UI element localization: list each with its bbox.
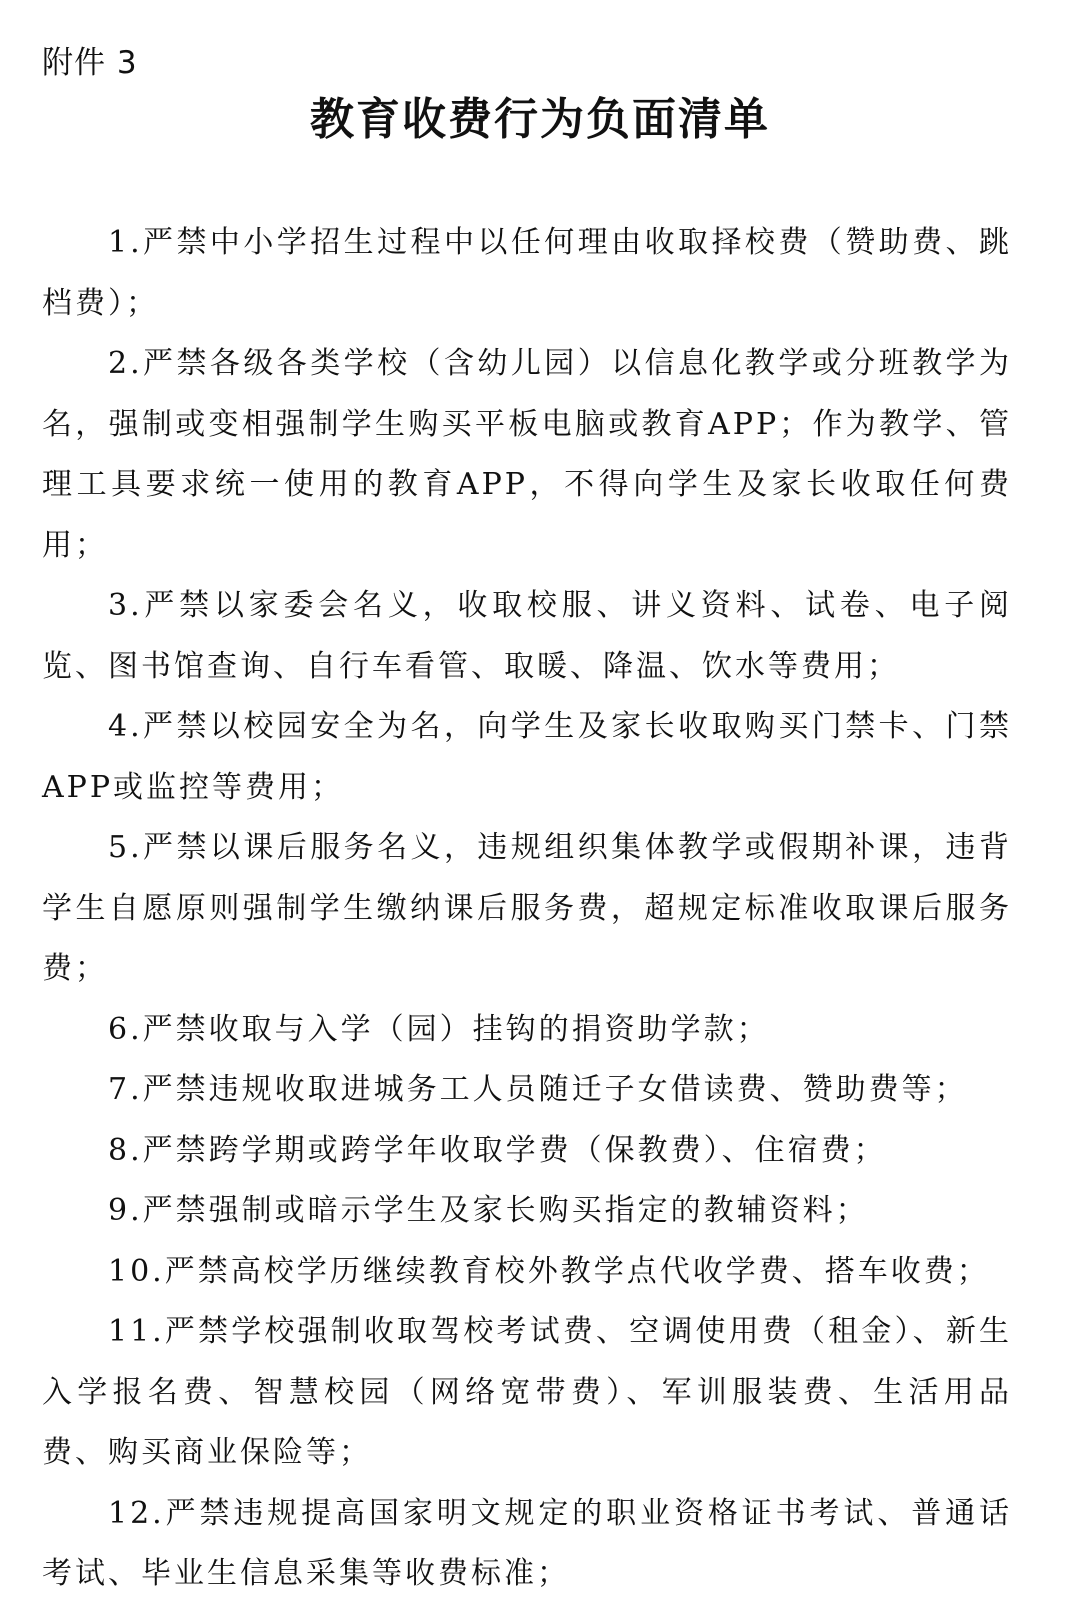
list-item-2: 2.严禁各级各类学校（含幼儿园）以信息化教学或分班教学为名，强制或变相强制学生购买平板电脑或教育APP；作为教学、管理工具要求统一使用的教育APP，不得向学生及家长收取任何费用；: [42, 346, 1012, 563]
negative-list-body: [42, 213, 1012, 1605]
list-item-5: 5.严禁以课后服务名义，违规组织集体教学或假期补课，违背学生自愿原则强制学生缴纳课后服务费，超规定标准收取课后服务费；: [42, 830, 1012, 986]
list-item-1: 1.严禁中小学招生过程中以任何理由收取择校费（赞助费、跳档费）；: [42, 225, 1012, 321]
list-item-8: 8.严禁跨学期或跨学年收取学费（保教费）、住宿费；: [108, 1132, 887, 1168]
list-item-4: 4.严禁以校园安全为名，向学生及家长收取购买门禁卡、门禁APP或监控等费用；: [42, 709, 1012, 805]
list-item-9: 9.严禁强制或暗示学生及家长购买指定的教辅资料；: [108, 1193, 869, 1228]
document-title: 教育收费行为负面清单: [310, 94, 770, 145]
attachment-label: 附件 3: [42, 45, 138, 81]
list-item-7: 7.严禁违规收取进城务工人员随迁子女借读费、赞助费等；: [108, 1072, 968, 1107]
list-item-3: 3.严禁以家委会名义，收取校服、讲义资料、试卷、电子阅览、图书馆查询、自行车看管、取暖、降温、饮水等费用；: [42, 588, 1012, 684]
list-item-10: 10.严禁高校学历继续教育校外教学点代收学费、搭车收费；: [108, 1253, 990, 1289]
list-item-6: 6.严禁收取与入学（园）挂钩的捐资助学款；: [108, 1011, 770, 1047]
list-item-11: 11.严禁学校强制收取驾校考试费、空调使用费（租金）、新生入学报名费、智慧校园（网络宽带费）、军训服装费、生活用品费、购买商业保险等；: [42, 1314, 1012, 1470]
list-item-12: 12.严禁违规提高国家明文规定的职业资格证书考试、普通话考试、毕业生信息采集等收费标准；: [42, 1495, 1012, 1591]
